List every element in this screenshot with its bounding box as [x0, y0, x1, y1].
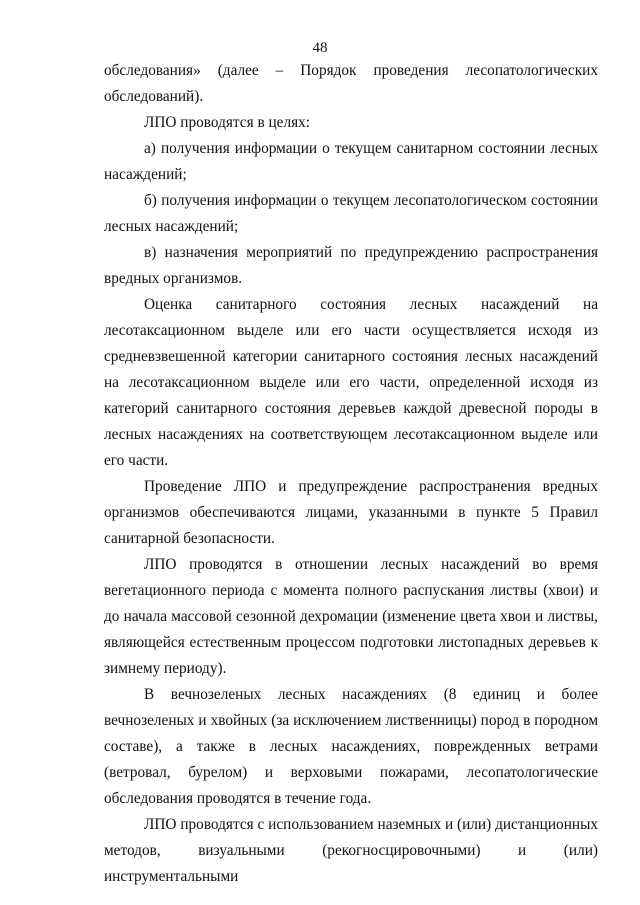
paragraph-1: обследования» (далее – Порядок проведения лесопатологических обследований). [104, 62, 598, 105]
paragraph-7: Проведение ЛПО и предупреждение распространения вредных организмов обеспечиваются лицами, указанными в пункте 5 Правил санитарной безопасности. [104, 478, 598, 547]
document-body [104, 58, 598, 890]
paragraph-3: а) получения информации о текущем санитарном состоянии лесных насаждений; [104, 140, 598, 183]
paragraph-8: ЛПО проводятся в отношении лесных насаждений во время вегетационного периода с момента полного распускания листвы (хвои) и до начала массовой сезонной дехромации (изменение цвета хвои и листвы, являющейся естественным процессом подготовки листопадных деревьев к зимнему периоду). [104, 556, 598, 677]
paragraph-4: б) получения информации о текущем лесопатологическом состоянии лесных насаждений; [104, 192, 598, 235]
page-number: 48 [312, 40, 328, 56]
paragraph-10: ЛПО проводятся с использованием наземных и (или) дистанционных методов, визуальными (рекогносцировочными) и (или) инструментальными [104, 816, 598, 885]
paragraph-2: ЛПО проводятся в целях: [144, 114, 311, 131]
paragraph-5: в) назначения мероприятий по предупреждению распространения вредных организмов. [104, 244, 598, 287]
paragraph-6: Оценка санитарного состояния лесных насаждений на лесотаксационном выделе или его части осуществляется исходя из средневзвешенной категории санитарного состояния лесных насаждений на лесотаксационном выделе или его части, определенной исходя из категорий санитарного состояния деревьев каждой древесной породы в лесных насаждениях на соответствующем лесотаксационном выделе или его части. [104, 296, 598, 469]
paragraph-9: В вечнозеленых лесных насаждениях (8 единиц и более вечнозеленых и хвойных (за исключением лиственницы) пород в породном составе), а также в лесных насаждениях, поврежденных ветрами (ветровал, бурелом) и верховыми пожарами, лесопатологические обследования проводятся в течение года. [104, 686, 598, 807]
